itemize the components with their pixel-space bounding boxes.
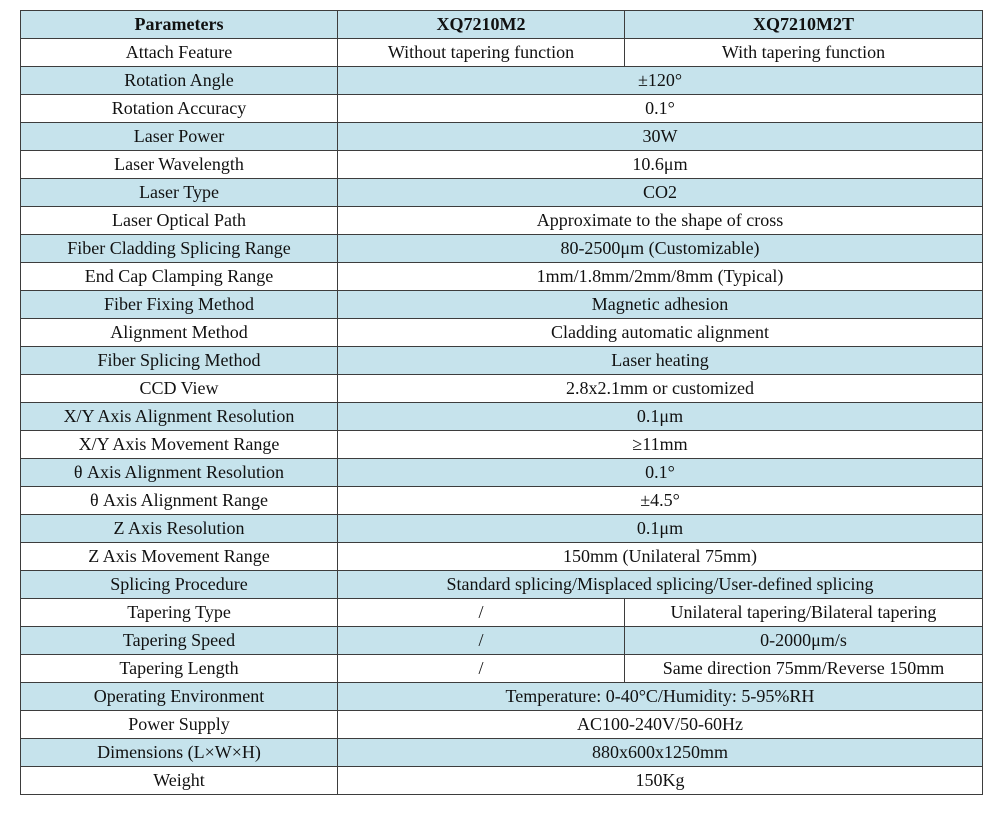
param-cell: Alignment Method <box>21 319 338 347</box>
table-row <box>21 571 983 599</box>
param-cell: End Cap Clamping Range <box>21 263 338 291</box>
param-cell: Dimensions (L×W×H) <box>21 739 338 767</box>
value-cell: 880x600x1250mm <box>338 739 983 767</box>
param-cell: Weight <box>21 767 338 795</box>
value-cell: Magnetic adhesion <box>338 291 983 319</box>
table-row <box>21 543 983 571</box>
param-cell: θ Axis Alignment Resolution <box>21 459 338 487</box>
param-cell: Fiber Cladding Splicing Range <box>21 235 338 263</box>
value-cell: AC100-240V/50-60Hz <box>338 711 983 739</box>
value-cell-a: / <box>338 599 625 627</box>
table-row <box>21 347 983 375</box>
specs-table <box>20 10 983 795</box>
table-row <box>21 627 983 655</box>
table-row <box>21 487 983 515</box>
param-cell: Z Axis Movement Range <box>21 543 338 571</box>
param-cell: Operating Environment <box>21 683 338 711</box>
header-row <box>21 11 983 39</box>
param-cell: Rotation Accuracy <box>21 95 338 123</box>
table-row <box>21 375 983 403</box>
header-parameters: Parameters <box>21 11 338 39</box>
table-row <box>21 179 983 207</box>
value-cell: Standard splicing/Misplaced splicing/User-defined splicing <box>338 571 983 599</box>
header-model-b: XQ7210M2T <box>625 11 983 39</box>
param-cell: Laser Optical Path <box>21 207 338 235</box>
value-cell: Laser heating <box>338 347 983 375</box>
value-cell: 0.1° <box>338 95 983 123</box>
table-row <box>21 403 983 431</box>
param-cell: Laser Type <box>21 179 338 207</box>
value-cell: ±120° <box>338 67 983 95</box>
table-row <box>21 431 983 459</box>
value-cell: Approximate to the shape of cross <box>338 207 983 235</box>
table-row <box>21 767 983 795</box>
param-cell: θ Axis Alignment Range <box>21 487 338 515</box>
table-row <box>21 207 983 235</box>
value-cell: 150mm (Unilateral 75mm) <box>338 543 983 571</box>
value-cell-b: Same direction 75mm/Reverse 150mm <box>625 655 983 683</box>
table-row <box>21 123 983 151</box>
value-cell: 1mm/1.8mm/2mm/8mm (Typical) <box>338 263 983 291</box>
table-row <box>21 655 983 683</box>
param-cell: Power Supply <box>21 711 338 739</box>
table-row <box>21 235 983 263</box>
table-row <box>21 739 983 767</box>
param-cell: Laser Power <box>21 123 338 151</box>
table-row <box>21 683 983 711</box>
value-cell-b: Unilateral tapering/Bilateral tapering <box>625 599 983 627</box>
value-cell-a: Without tapering function <box>338 39 625 67</box>
value-cell: ±4.5° <box>338 487 983 515</box>
table-row <box>21 515 983 543</box>
value-cell: 2.8x2.1mm or customized <box>338 375 983 403</box>
value-cell: 0.1μm <box>338 515 983 543</box>
param-cell: Fiber Fixing Method <box>21 291 338 319</box>
param-cell: Rotation Angle <box>21 67 338 95</box>
value-cell-a: / <box>338 655 625 683</box>
table-row <box>21 459 983 487</box>
value-cell-a: / <box>338 627 625 655</box>
header-model-a: XQ7210M2 <box>338 11 625 39</box>
table-row <box>21 151 983 179</box>
table-row <box>21 263 983 291</box>
table-row <box>21 95 983 123</box>
value-cell: ≥11mm <box>338 431 983 459</box>
value-cell: 30W <box>338 123 983 151</box>
param-cell: Z Axis Resolution <box>21 515 338 543</box>
param-cell: X/Y Axis Alignment Resolution <box>21 403 338 431</box>
param-cell: Fiber Splicing Method <box>21 347 338 375</box>
value-cell: 0.1μm <box>338 403 983 431</box>
table-row <box>21 67 983 95</box>
value-cell: Cladding automatic alignment <box>338 319 983 347</box>
value-cell: CO2 <box>338 179 983 207</box>
param-cell: Splicing Procedure <box>21 571 338 599</box>
value-cell: Temperature: 0-40°C/Humidity: 5-95%RH <box>338 683 983 711</box>
param-cell: Tapering Type <box>21 599 338 627</box>
value-cell: 10.6μm <box>338 151 983 179</box>
value-cell: 80-2500μm (Customizable) <box>338 235 983 263</box>
table-row <box>21 291 983 319</box>
table-row <box>21 39 983 67</box>
param-cell: CCD View <box>21 375 338 403</box>
param-cell: Attach Feature <box>21 39 338 67</box>
table-row <box>21 319 983 347</box>
table-row <box>21 599 983 627</box>
param-cell: Laser Wavelength <box>21 151 338 179</box>
param-cell: X/Y Axis Movement Range <box>21 431 338 459</box>
table-row <box>21 711 983 739</box>
value-cell: 150Kg <box>338 767 983 795</box>
value-cell: 0.1° <box>338 459 983 487</box>
value-cell-b: With tapering function <box>625 39 983 67</box>
value-cell-b: 0-2000μm/s <box>625 627 983 655</box>
param-cell: Tapering Speed <box>21 627 338 655</box>
param-cell: Tapering Length <box>21 655 338 683</box>
